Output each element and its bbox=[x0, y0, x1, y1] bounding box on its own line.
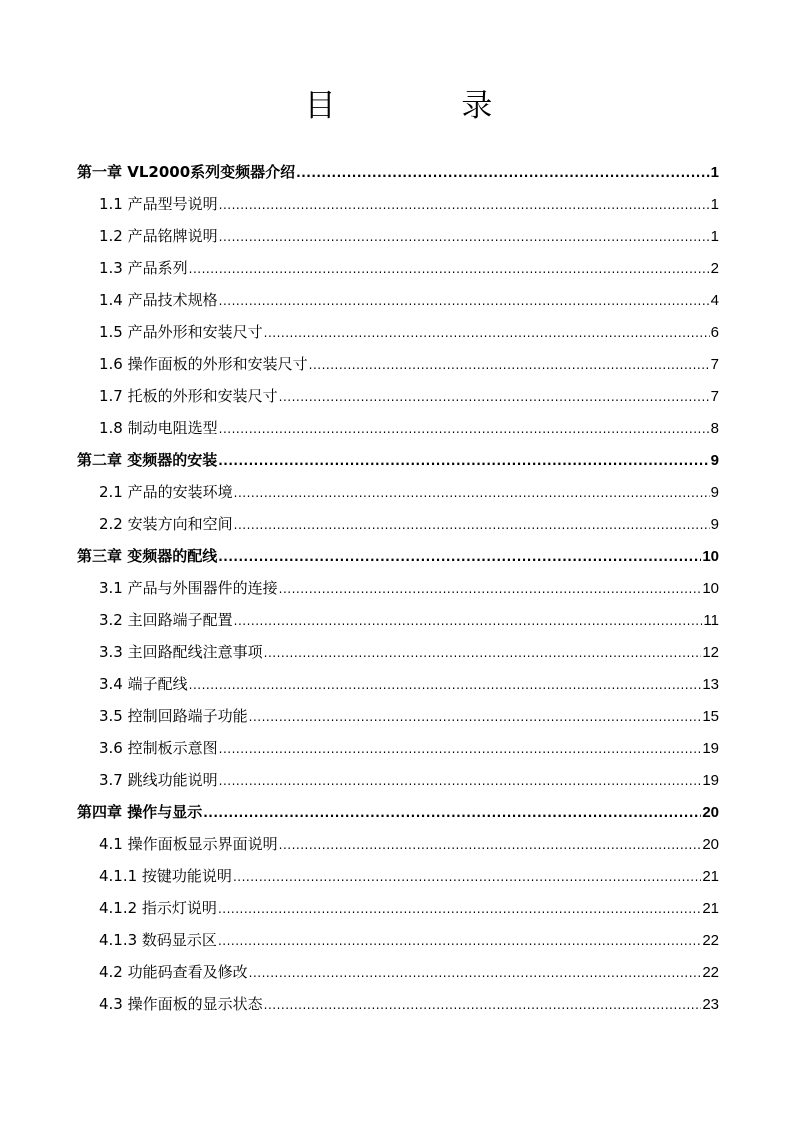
toc-dot-leader bbox=[264, 989, 702, 1021]
toc-entry-label: 3.6 控制板示意图 bbox=[99, 739, 218, 757]
toc-entry-page-number: 6 bbox=[710, 324, 719, 341]
toc-entry-page-number: 20 bbox=[702, 804, 719, 821]
toc-entry-page-number: 21 bbox=[702, 900, 719, 917]
toc-section-entry[interactable] bbox=[77, 412, 719, 444]
toc-section-entry[interactable] bbox=[77, 188, 719, 220]
toc-entry-label: 4.1 操作面板显示界面说明 bbox=[99, 835, 278, 853]
toc-entry-label: 3.1 产品与外围器件的连接 bbox=[99, 579, 278, 597]
toc-entry-label: 4.1.2 指示灯说明 bbox=[99, 899, 217, 917]
toc-entry-label: 4.1.1 按键功能说明 bbox=[99, 867, 232, 885]
toc-section-entry[interactable] bbox=[77, 604, 719, 636]
toc-entry-label: 第二章 变频器的安装 bbox=[77, 451, 218, 469]
toc-entry-page-number: 1 bbox=[710, 228, 719, 245]
toc-entry-label: 4.1.3 数码显示区 bbox=[99, 931, 217, 949]
toc-section-entry[interactable] bbox=[77, 348, 719, 380]
toc-entry-label: 3.2 主回路端子配置 bbox=[99, 611, 233, 629]
toc-section-entry[interactable] bbox=[77, 252, 719, 284]
toc-entry-label: 2.2 安装方向和空间 bbox=[99, 515, 233, 533]
toc-entry-page-number: 4 bbox=[710, 292, 719, 309]
toc-entry-page-number: 19 bbox=[702, 772, 719, 789]
toc-entry-label: 1.5 产品外形和安装尺寸 bbox=[99, 323, 263, 341]
toc-dot-leader bbox=[219, 733, 702, 765]
toc-chapter-entry[interactable] bbox=[77, 444, 719, 476]
toc-entry-page-number: 1 bbox=[710, 164, 719, 181]
toc-entry-page-number: 19 bbox=[702, 740, 719, 757]
toc-dot-leader bbox=[219, 221, 710, 253]
toc-entry-label: 1.6 操作面板的外形和安装尺寸 bbox=[99, 355, 308, 373]
toc-section-entry[interactable] bbox=[77, 572, 719, 604]
toc-entry-label: 第一章 VL2000系列变频器介绍 bbox=[77, 163, 296, 181]
toc-entry-page-number: 7 bbox=[710, 356, 719, 373]
toc-entry-label: 1.1 产品型号说明 bbox=[99, 195, 218, 213]
toc-dot-leader bbox=[309, 349, 710, 381]
toc-dot-leader bbox=[219, 285, 710, 317]
toc-entry-page-number: 9 bbox=[710, 516, 719, 533]
toc-entry-label: 2.1 产品的安装环境 bbox=[99, 483, 233, 501]
toc-entry-page-number: 11 bbox=[703, 612, 719, 629]
toc-entry-label: 1.7 托板的外形和安装尺寸 bbox=[99, 387, 278, 405]
toc-entry-label: 第三章 变频器的配线 bbox=[77, 547, 218, 565]
toc-section-entry[interactable] bbox=[77, 668, 719, 700]
toc-section-entry[interactable] bbox=[77, 636, 719, 668]
toc-dot-leader bbox=[189, 253, 710, 285]
toc-entry-page-number: 15 bbox=[702, 708, 719, 725]
toc-entry-page-number: 8 bbox=[710, 420, 719, 437]
toc-entry-label: 3.7 跳线功能说明 bbox=[99, 771, 218, 789]
toc-entry-label: 1.2 产品铭牌说明 bbox=[99, 227, 218, 245]
toc-entry-page-number: 21 bbox=[702, 868, 719, 885]
toc-dot-leader bbox=[279, 573, 702, 605]
toc-entry-label: 3.5 控制回路端子功能 bbox=[99, 707, 248, 725]
toc-dot-leader bbox=[218, 445, 709, 477]
toc-section-entry[interactable] bbox=[77, 508, 719, 540]
page-title: 目 录 bbox=[304, 88, 551, 124]
toc-entry-page-number: 22 bbox=[702, 964, 719, 981]
toc-dot-leader bbox=[279, 829, 702, 861]
toc-dot-leader bbox=[296, 157, 710, 189]
toc-section-entry[interactable] bbox=[77, 700, 719, 732]
toc-dot-leader bbox=[264, 317, 710, 349]
toc-entry-label: 1.4 产品技术规格 bbox=[99, 291, 218, 309]
toc-chapter-entry[interactable] bbox=[77, 540, 719, 572]
toc-entry-page-number: 12 bbox=[702, 644, 719, 661]
toc-entry-label: 1.3 产品系列 bbox=[99, 259, 188, 277]
table-of-contents bbox=[77, 156, 719, 1020]
toc-section-entry[interactable] bbox=[77, 732, 719, 764]
toc-entry-label: 第四章 操作与显示 bbox=[77, 803, 203, 821]
toc-entry-page-number: 10 bbox=[702, 580, 719, 597]
toc-entry-page-number: 9 bbox=[710, 452, 719, 469]
toc-entry-page-number: 7 bbox=[710, 388, 719, 405]
toc-entry-page-number: 9 bbox=[710, 484, 719, 501]
toc-section-entry[interactable] bbox=[77, 380, 719, 412]
toc-entry-label: 3.4 端子配线 bbox=[99, 675, 188, 693]
toc-entry-label: 4.3 操作面板的显示状态 bbox=[99, 995, 263, 1013]
toc-dot-leader bbox=[264, 637, 702, 669]
toc-section-entry[interactable] bbox=[77, 956, 719, 988]
toc-section-entry[interactable] bbox=[77, 924, 719, 956]
toc-dot-leader bbox=[249, 957, 702, 989]
toc-entry-page-number: 22 bbox=[702, 932, 719, 949]
toc-dot-leader bbox=[233, 861, 701, 893]
toc-entry-page-number: 13 bbox=[702, 676, 719, 693]
toc-entry-page-number: 20 bbox=[702, 836, 719, 853]
toc-dot-leader bbox=[218, 893, 701, 925]
toc-entry-label: 3.3 主回路配线注意事项 bbox=[99, 643, 263, 661]
toc-chapter-entry[interactable] bbox=[77, 796, 719, 828]
toc-entry-page-number: 2 bbox=[710, 260, 719, 277]
toc-dot-leader bbox=[218, 541, 701, 573]
toc-section-entry[interactable] bbox=[77, 284, 719, 316]
toc-entry-page-number: 10 bbox=[702, 548, 719, 565]
toc-section-entry[interactable] bbox=[77, 988, 719, 1020]
toc-section-entry[interactable] bbox=[77, 220, 719, 252]
toc-dot-leader bbox=[234, 477, 710, 509]
toc-section-entry[interactable] bbox=[77, 476, 719, 508]
toc-dot-leader bbox=[279, 381, 710, 413]
toc-entry-page-number: 1 bbox=[710, 196, 719, 213]
toc-section-entry[interactable] bbox=[77, 828, 719, 860]
toc-entry-label: 4.2 功能码查看及修改 bbox=[99, 963, 248, 981]
toc-dot-leader bbox=[219, 189, 710, 221]
toc-dot-leader bbox=[249, 701, 702, 733]
toc-entry-page-number: 23 bbox=[702, 996, 719, 1013]
toc-dot-leader bbox=[203, 797, 701, 829]
toc-dot-leader bbox=[234, 509, 710, 541]
toc-dot-leader bbox=[218, 925, 701, 957]
toc-dot-leader bbox=[219, 413, 710, 445]
toc-section-entry[interactable] bbox=[77, 764, 719, 796]
toc-section-entry[interactable] bbox=[77, 860, 719, 892]
toc-section-entry[interactable] bbox=[77, 892, 719, 924]
toc-section-entry[interactable] bbox=[77, 316, 719, 348]
toc-dot-leader bbox=[234, 605, 703, 637]
toc-chapter-entry[interactable] bbox=[77, 156, 719, 188]
toc-dot-leader bbox=[189, 669, 702, 701]
toc-entry-label: 1.8 制动电阻选型 bbox=[99, 419, 218, 437]
toc-dot-leader bbox=[219, 765, 702, 797]
